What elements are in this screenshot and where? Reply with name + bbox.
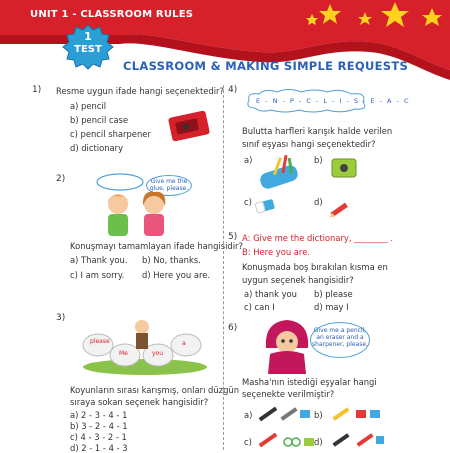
q6-option-a[interactable]: a)	[244, 410, 253, 420]
sheep-word-4: a	[182, 340, 186, 347]
q5-line-a: A: Give me the dictionary, ________ .	[242, 233, 394, 243]
pencil-sharpener-icon	[164, 108, 214, 142]
q6-option-c[interactable]: c)	[244, 437, 252, 447]
q1-option-b[interactable]: b) pencil case	[70, 115, 129, 125]
empty-speech-bubble	[95, 172, 145, 192]
q3-option-a[interactable]: a) 2 - 3 - 4 - 1	[70, 410, 128, 420]
q5-option-c[interactable]: c) can I	[244, 302, 275, 312]
q6-option-c-items-icon	[256, 430, 316, 450]
q4-cloud-letters: E - N - P - C - L - I - S - E - A - C	[256, 97, 410, 105]
page-title: CLASSROOM & MAKING SIMPLE REQUESTS	[123, 59, 409, 73]
q3-text-line1: Koyunların sırası karışmış, onları düzgün	[70, 385, 240, 395]
q6-option-d-items-icon	[326, 430, 386, 450]
q5-option-a[interactable]: a) thank you	[244, 289, 297, 299]
q2-speech-bubble: Give me the glue, please.	[146, 175, 192, 196]
q6-option-b[interactable]: b)	[314, 410, 323, 420]
q6-option-b-items-icon	[326, 404, 386, 424]
q3-number: 3)	[56, 313, 66, 323]
q4-text-line2: sınıf eşyası hangi seçenektedir?	[242, 139, 376, 149]
sheep-illustration	[80, 315, 210, 375]
unit-label: UNIT 1 - CLASSROOM RULES	[30, 9, 194, 20]
q2-option-c[interactable]: c) I am sorry.	[70, 270, 125, 280]
q5-text-line2: uygun seçenek hangisidir?	[242, 275, 354, 285]
q6-option-a-items-icon	[256, 404, 316, 424]
q6-speech-bubble: Give me a pencil, an eraser and a sharpener, please.	[310, 322, 370, 358]
badge-label: TEST	[74, 44, 102, 55]
pencil-icon	[326, 200, 350, 220]
q6-text-line1: Masha'nın istediği eşyalar hangi	[242, 377, 377, 387]
q5-number: 5)	[228, 232, 238, 242]
masha-illustration	[262, 318, 312, 374]
q5-text-line1: Konuşmada boş bırakılan kısma en	[242, 262, 388, 272]
q3-text-line2: sıraya sokan seçenek hangisidir?	[70, 397, 209, 407]
pencil-case-icon	[256, 155, 304, 189]
q3-option-c[interactable]: c) 4 - 3 - 2 - 1	[70, 432, 127, 442]
sheep-word-1: please	[90, 338, 110, 345]
q1-option-a[interactable]: a) pencil	[70, 101, 107, 111]
q1-number: 1)	[32, 85, 42, 95]
q4-option-b[interactable]: b)	[314, 155, 323, 165]
q3-option-d[interactable]: d) 2 - 1 - 4 - 3	[70, 443, 128, 453]
q2-option-a[interactable]: a) Thank you.	[70, 255, 128, 265]
q4-text-line1: Bulutta harfleri karışık halde verilen	[242, 126, 393, 136]
q5-option-d[interactable]: d) may I	[314, 302, 349, 312]
q2-option-d[interactable]: d) Here you are.	[142, 270, 211, 280]
badge-number: 1	[84, 30, 92, 43]
q5-option-b[interactable]: b) please	[314, 289, 353, 299]
q2-text: Konuşmayı tamamlayan ifade hangisidir?	[70, 241, 243, 251]
sheep-word-2: Me	[119, 350, 128, 357]
q2-number: 2)	[56, 174, 66, 184]
q5-line-b: B: Here you are.	[242, 247, 311, 257]
q6-number: 6)	[228, 323, 238, 333]
q1-text: Resme uygun ifade hangi seçenektedir?	[56, 86, 224, 96]
q4-option-a[interactable]: a)	[244, 155, 253, 165]
q6-option-d[interactable]: d)	[314, 437, 323, 447]
sheep-word-3: you	[152, 350, 164, 357]
pencil-sharpener-icon	[330, 155, 360, 181]
q4-option-d[interactable]: d)	[314, 197, 323, 207]
q1-option-c[interactable]: c) pencil sharpener	[70, 129, 151, 139]
q1-option-d[interactable]: d) dictionary	[70, 143, 124, 153]
q4-number: 4)	[228, 85, 238, 95]
q6-text-line2: seçenekte verilmiştir?	[242, 389, 335, 399]
children-illustration	[92, 190, 182, 238]
eraser-icon	[254, 197, 278, 215]
q4-option-c[interactable]: c)	[244, 197, 252, 207]
q2-option-b[interactable]: b) No, thanks.	[142, 255, 201, 265]
q3-option-b[interactable]: b) 3 - 2 - 4 - 1	[70, 421, 128, 431]
